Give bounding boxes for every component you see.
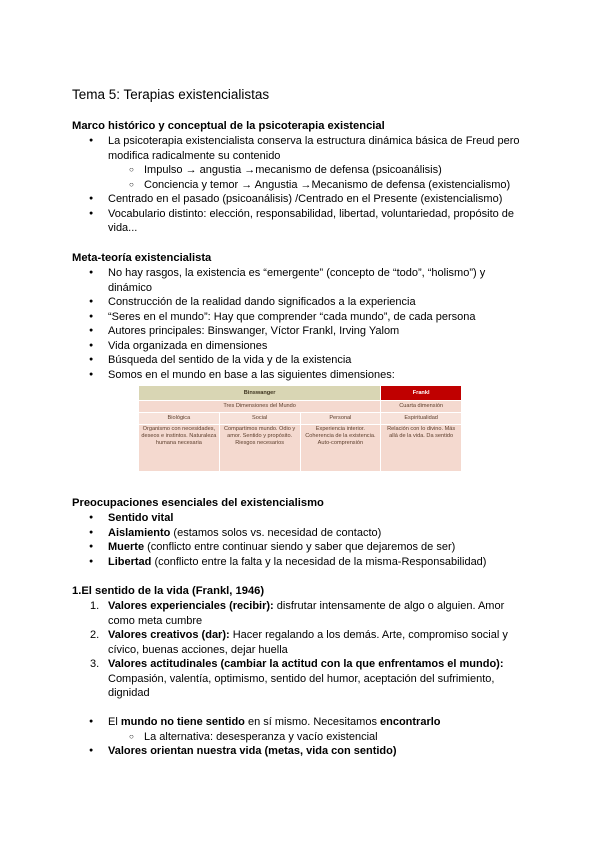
list-item: ● La psicoterapia existencialista conserva la estructura dinámica básica de Freud pero modifica radicalmente su contenido xyxy=(72,134,532,163)
list-item: ● Construcción de la realidad dando significados a la experiencia xyxy=(72,295,532,310)
list-meta xyxy=(72,266,532,382)
numbered-item xyxy=(72,599,532,628)
item-bold: mundo no tiene sentido xyxy=(120,716,245,728)
list-subitem: ○ La alternativa: desesperanza y vacío existencial xyxy=(72,730,532,745)
item-bold: Muerte xyxy=(108,541,145,553)
col-espiritualidad: Espiritualidad xyxy=(381,413,462,425)
header-frankl: Frankl xyxy=(381,386,462,401)
item-text: El xyxy=(108,716,121,728)
item-bold: encontrarlo xyxy=(380,716,441,728)
list-sentido xyxy=(72,599,532,701)
item-bold: Valores orientan nuestra vida (metas, vida con sentido) xyxy=(108,745,397,757)
heading-sentido: 1.El sentido de la vida (Frankl, 1946) xyxy=(72,585,265,597)
dimensions-table xyxy=(138,385,462,472)
list-item xyxy=(72,744,532,759)
list-item: ● Centrado en el pasado (psicoanálisis) /Centrado en el Presente (existencialismo) xyxy=(72,192,532,207)
heading-preocupaciones: Preocupaciones esenciales del existencialismo xyxy=(72,497,324,509)
list-item xyxy=(72,555,532,570)
cell-biologica: Organismo con necesidades, deseos e instintos. Naturaleza humana necesaria xyxy=(139,425,220,472)
list-subitem: ○ Conciencia y temor → Angustia →Mecanismo de defensa (existencialismo) xyxy=(72,178,532,193)
numbered-item xyxy=(72,628,532,657)
list-item: ● Vida organizada en dimensiones xyxy=(72,339,532,354)
item-bold: Valores actitudinales (cambiar la actitud con la que enfrentamos el mundo): xyxy=(108,658,504,670)
list-item: ● Somos en el mundo en base a las siguientes dimensiones: xyxy=(72,368,532,383)
item-text: (estamos solos vs. necesidad de contacto) xyxy=(170,526,382,539)
item-bold: Valores creativos (dar): xyxy=(108,629,230,641)
col-biologica: Biológica xyxy=(139,413,220,425)
item-bold: Aislamiento xyxy=(108,526,171,539)
subheader-tres: Tres Dimensiones del Mundo xyxy=(139,401,381,413)
item-bold: Sentido vital xyxy=(108,512,174,524)
list-item: ● Autores principales: Binswanger, Víctor Frankl, Irving Yalom xyxy=(72,324,532,339)
subheader-cuarta: Cuarta dimensión xyxy=(381,401,462,413)
header-binswanger: Binswanger xyxy=(139,386,381,401)
page-title: Tema 5: Terapias existencialistas xyxy=(72,87,270,102)
list-preocupaciones xyxy=(72,511,532,569)
cell-social: Compartimos mundo. Odio y amor. Sentido y propósito. Riesgos necesarios xyxy=(219,425,300,472)
col-personal: Personal xyxy=(300,413,381,425)
cell-personal: Experiencia interior. Coherencia de la existencia. Auto-comprensión xyxy=(300,425,381,472)
item-text: en sí mismo. Necesitamos xyxy=(244,716,380,728)
list-item xyxy=(72,715,532,730)
heading-meta: Meta-teoría existencialista xyxy=(72,252,212,264)
item-bold: Valores experienciales (recibir): xyxy=(108,600,274,612)
list-item: ● “Seres en el mundo”: Hay que comprender “cada mundo”, de cada persona xyxy=(72,310,532,325)
list-item: ● No hay rasgos, la existencia es “emergente” (concepto de “todo”, “holismo”) y dinámico xyxy=(72,266,532,295)
col-social: Social xyxy=(219,413,300,425)
item-bold: Libertad xyxy=(108,555,152,568)
item-text: disfrutar intensamente de algo o alguien. Amor como meta cumbre xyxy=(108,600,505,627)
heading-marco: Marco histórico y conceptual de la psicoterapia existencial xyxy=(72,120,385,132)
list-item: ● Búsqueda del sentido de la vida y de la existencia xyxy=(72,353,532,368)
item-text: (conflicto entre la falta y la necesidad de la misma-Responsabilidad) xyxy=(151,555,487,568)
item-text: Hacer regalando a los demás. Arte, compromiso social y cívico, buenas acciones, dejar huella xyxy=(108,629,508,656)
list-marco xyxy=(72,134,532,236)
list-item: ● Vocabulario distinto: elección, responsabilidad, libertad, voluntariedad, propósito de vida... xyxy=(72,207,532,236)
item-text: (conflicto entre continuar siendo y saber que dejaremos de ser) xyxy=(144,541,456,553)
list-item xyxy=(72,511,532,526)
numbered-item xyxy=(72,657,532,701)
item-text: Compasión, valentía, optimismo, sentido del humor, aceptación del sufrimiento, dignidad xyxy=(108,672,495,699)
cell-espiritualidad: Relación con lo divino. Más allá de la vida. Da sentido xyxy=(381,425,462,472)
list-item xyxy=(72,526,532,541)
list-subitem: ○ Impulso → angustia →mecanismo de defensa (psicoanálisis) xyxy=(72,163,532,178)
list-sentido-extra xyxy=(72,715,532,759)
list-item xyxy=(72,540,532,555)
